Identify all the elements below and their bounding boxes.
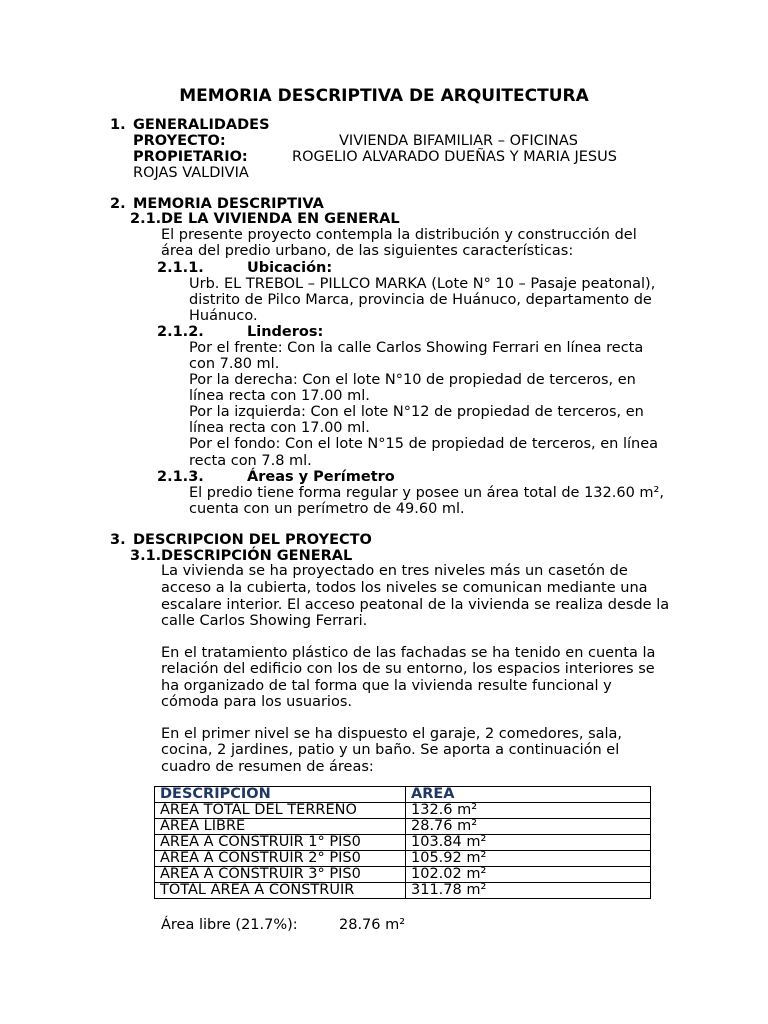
proyecto-label: PROYECTO:	[133, 133, 226, 149]
table-header-row	[155, 787, 651, 803]
linderos-line: Por la derecha: Con el lote N°10 de propiedad de terceros, en	[189, 372, 636, 388]
linderos-line: Por la izquierda: Con el lote N°12 de propiedad de terceros, en	[189, 404, 644, 420]
subsection-2-1-1-number: 2.1.1.	[157, 260, 204, 276]
table-cell-area: 103.84 m²	[406, 835, 651, 851]
subsection-2-1-2-number: 2.1.2.	[157, 324, 204, 340]
subsection-3-1-number: 3.1.	[130, 548, 162, 564]
area-libre-label: Área libre (21.7%):	[161, 917, 298, 933]
paragraph-line: En el primer nivel se ha dispuesto el garaje, 2 comedores, sala,	[161, 726, 623, 742]
propietario-value: ROGELIO ALVARADO DUEÑAS Y MARIA JESUS	[292, 149, 617, 165]
ubicacion-line: Urb. EL TREBOL – PILLCO MARKA (Lote N° 10 – Pasaje peatonal),	[189, 276, 656, 292]
subsection-3-1-heading: DESCRIPCIÓN GENERAL	[161, 548, 353, 564]
ubicacion-line: distrito de Pilco Marca, provincia de Huánuco, departamento de	[189, 292, 652, 308]
paragraph-line: ha organizado de tal forma que la vivienda resulte funcional y	[161, 678, 612, 694]
section-3-number: 3.	[110, 532, 126, 548]
intro-line: El presente proyecto contempla la distribución y construcción del	[161, 227, 637, 243]
ubicacion-line: Huánuco.	[189, 308, 258, 324]
linderos-line: recta con 7.8 ml.	[189, 453, 312, 469]
column-header-area: AREA	[406, 787, 651, 803]
linderos-line: línea recta con 17.00 ml.	[189, 388, 370, 404]
ubicacion-heading: Ubicación:	[247, 260, 333, 276]
areas-summary-table	[154, 786, 651, 899]
table-cell-descripcion: TOTAL AREA A CONSTRUIR	[155, 883, 406, 899]
table-cell-descripcion: AREA A CONSTRUIR 1° PIS0	[155, 835, 406, 851]
table-row	[155, 803, 651, 819]
paragraph-line: cocina, 2 jardines, patio y un baño. Se aporta a continuación el	[161, 742, 620, 758]
areas-line: cuenta con un perímetro de 49.60 ml.	[189, 501, 465, 517]
page-title: MEMORIA DESCRIPTIVA DE ARQUITECTURA	[179, 86, 589, 106]
subsection-2-1-number: 2.1.	[130, 211, 162, 227]
table-cell-area: 132.6 m²	[406, 803, 651, 819]
paragraph-line: En el tratamiento plástico de las fachadas se ha tenido en cuenta la	[161, 645, 656, 661]
section-1-number: 1.	[110, 117, 126, 133]
paragraph-line: escalare interior. El acceso peatonal de la vivienda se realiza desde la	[161, 597, 670, 613]
section-3-heading: DESCRIPCION DEL PROYECTO	[133, 532, 372, 548]
section-2-number: 2.	[110, 196, 126, 212]
table-cell-area: 102.02 m²	[406, 867, 651, 883]
table-row	[155, 835, 651, 851]
subsection-2-1-heading: DE LA VIVIENDA EN GENERAL	[161, 211, 400, 227]
propietario-value-continued: ROJAS VALDIVIA	[133, 165, 249, 181]
proyecto-value: VIVIENDA BIFAMILIAR – OFICINAS	[339, 133, 578, 149]
intro-line: área del predio urbano, de las siguientes características:	[161, 243, 574, 259]
table-row	[155, 819, 651, 835]
linderos-line: Por el frente: Con la calle Carlos Showing Ferrari en línea recta	[189, 340, 644, 356]
linderos-heading: Linderos:	[247, 324, 324, 340]
table-cell-descripcion: AREA A CONSTRUIR 2° PIS0	[155, 851, 406, 867]
linderos-line: línea recta con 17.00 ml.	[189, 420, 370, 436]
section-1-heading: GENERALIDADES	[133, 117, 270, 133]
table-cell-descripcion: AREA LIBRE	[155, 819, 406, 835]
table-cell-area: 28.76 m²	[406, 819, 651, 835]
paragraph-line: La vivienda se ha proyectado en tres niveles más un casetón de	[161, 563, 628, 579]
paragraph-line: acceso a la cubierta, todos los niveles se comunican mediante una	[161, 580, 648, 596]
paragraph-line: cuadro de resumen de áreas:	[161, 759, 374, 775]
areas-line: El predio tiene forma regular y posee un área total de 132.60 m²,	[189, 485, 664, 501]
table-cell-descripcion: AREA TOTAL DEL TERRENO	[155, 803, 406, 819]
paragraph-line: calle Carlos Showing Ferrari.	[161, 613, 368, 629]
propietario-label: PROPIETARIO:	[133, 149, 248, 165]
paragraph-line: cómoda para los usuarios.	[161, 694, 352, 710]
section-2-heading: MEMORIA DESCRIPTIVA	[133, 196, 324, 212]
table-row	[155, 851, 651, 867]
table-row	[155, 883, 651, 899]
linderos-line: Por el fondo: Con el lote N°15 de propiedad de terceros, en línea	[189, 436, 659, 452]
linderos-line: con 7.80 ml.	[189, 356, 280, 372]
table-cell-area: 311.78 m²	[406, 883, 651, 899]
table-row	[155, 867, 651, 883]
areas-heading: Áreas y Perímetro	[247, 469, 395, 485]
column-header-descripcion: DESCRIPCION	[155, 787, 406, 803]
paragraph-line: relación del edificio con los de su entorno, los espacios interiores se	[161, 661, 655, 677]
table-cell-descripcion: AREA A CONSTRUIR 3° PIS0	[155, 867, 406, 883]
subsection-2-1-3-number: 2.1.3.	[157, 469, 204, 485]
table-cell-area: 105.92 m²	[406, 851, 651, 867]
area-libre-value: 28.76 m²	[339, 917, 406, 933]
